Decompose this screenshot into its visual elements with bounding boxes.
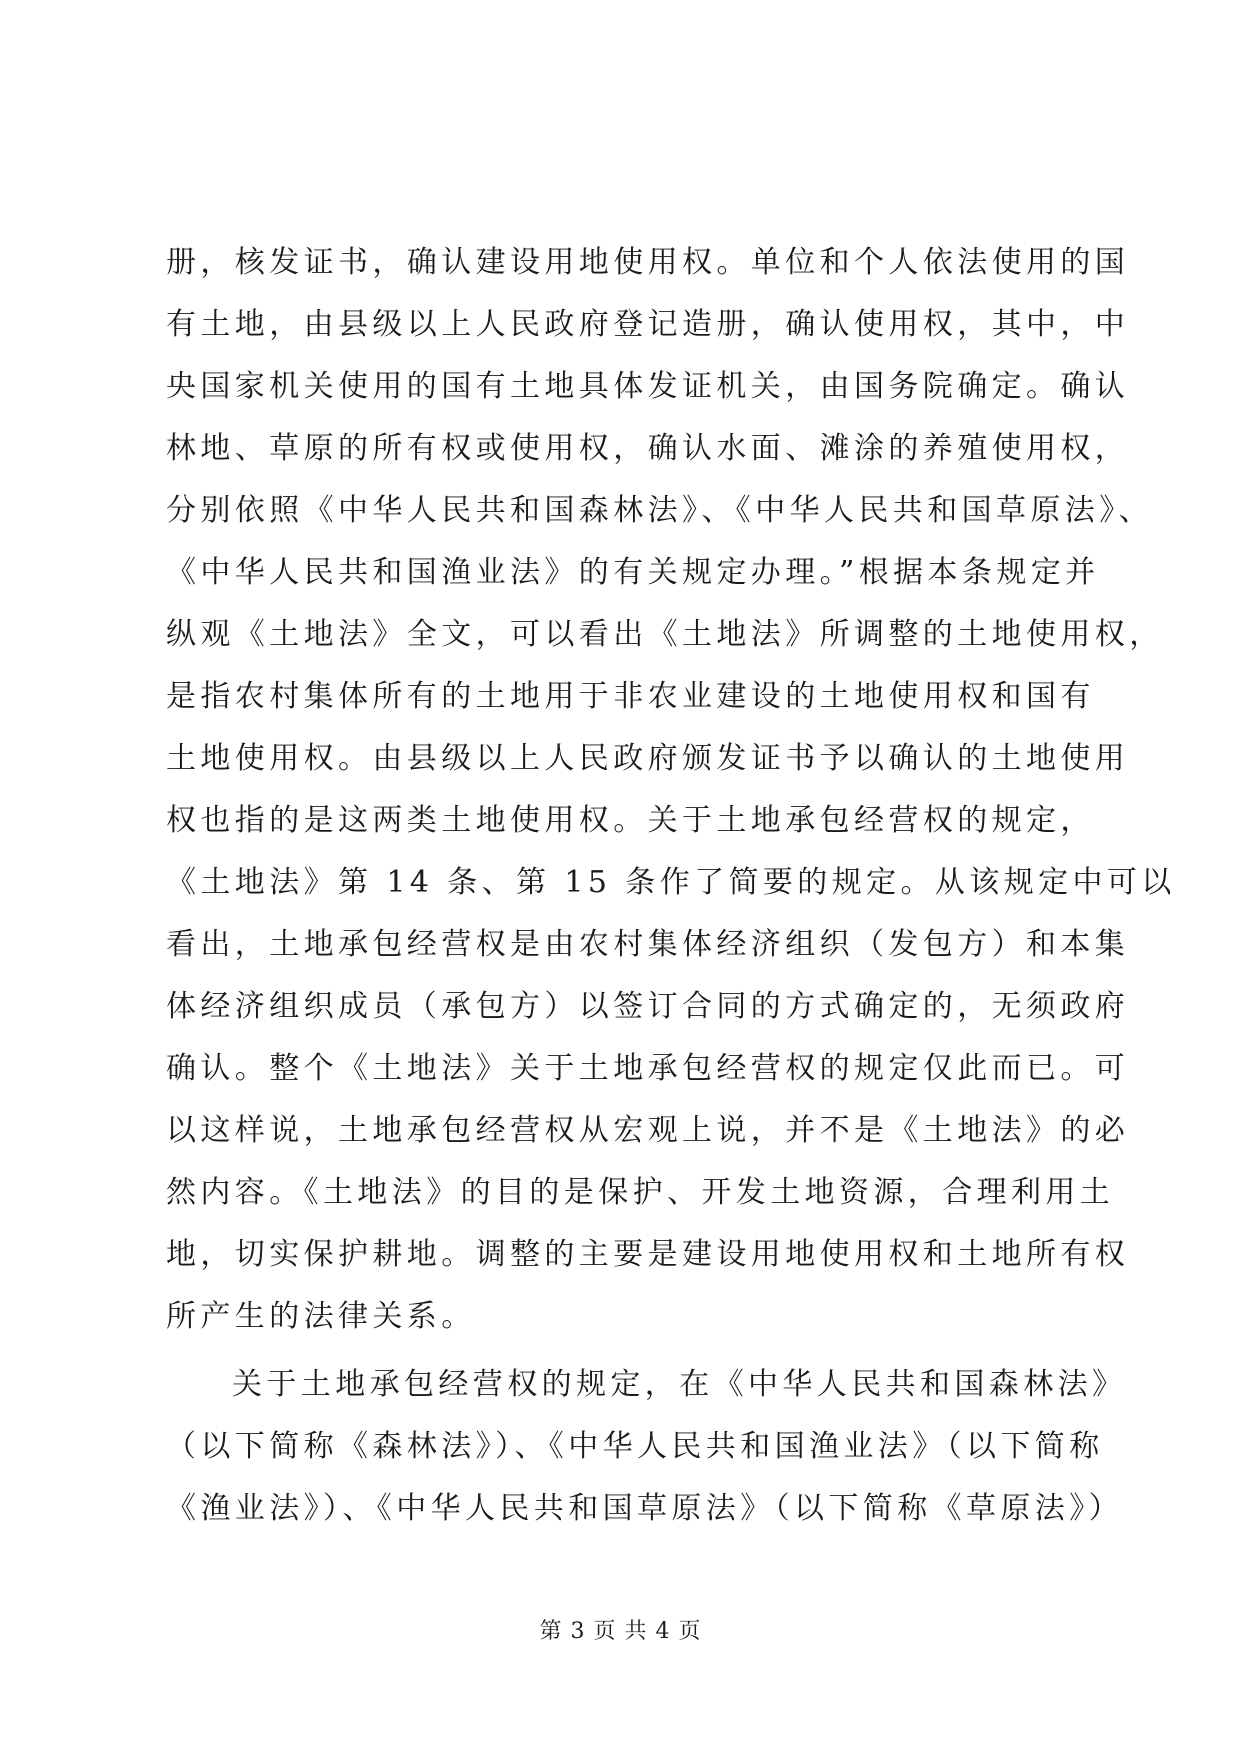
text-line: 林地、草原的所有权或使用权，确认水面、滩涂的养殖使用权，: [166, 431, 1130, 466]
text-line: 权也指的是这两类土地使用权。关于土地承包经营权的规定，: [166, 803, 1095, 838]
text-line: 央国家机关使用的国有土地具体发证机关，由国务院确定。确认: [166, 369, 1130, 404]
paragraph-1: [166, 232, 1176, 1348]
text-line: 然内容。《土地法》的目的是保护、开发土地资源，合理利用土: [166, 1175, 1115, 1210]
text-line: 《土地法》第 14 条、第 15 条作了简要的规定。从该规定中可以: [166, 865, 1176, 900]
text-line: 体经济组织成员（承包方）以签订合同的方式确定的，无须政府: [166, 989, 1130, 1024]
body-text: [166, 232, 1176, 1540]
page-number-footer: 第 3 页 共 4 页: [539, 1619, 702, 1644]
paragraph-2: [166, 1354, 1127, 1540]
text-line: 关于土地承包经营权的规定，在《中华人民共和国森林法》: [232, 1367, 1127, 1402]
text-line: 是指农村集体所有的土地用于非农业建设的土地使用权和国有: [166, 679, 1095, 714]
text-line: 看出，土地承包经营权是由农村集体经济组织（发包方）和本集: [166, 927, 1130, 962]
text-line: 土地使用权。由县级以上人民政府颁发证书予以确认的土地使用: [166, 741, 1130, 776]
text-line: 分别依照《中华人民共和国森林法》、《中华人民共和国草原法》、: [166, 493, 1153, 528]
text-line: 以这样说，土地承包经营权从宏观上说，并不是《土地法》的必: [166, 1113, 1130, 1148]
text-line: 纵观《土地法》全文，可以看出《土地法》所调整的土地使用权，: [166, 617, 1164, 652]
text-line: 《渔业法》）、《中华人民共和国草原法》（以下简称《草原法》）: [166, 1491, 1123, 1526]
text-line: 地，切实保护耕地。调整的主要是建设用地使用权和土地所有权: [166, 1237, 1130, 1272]
text-line: 所产生的法律关系。: [166, 1299, 476, 1334]
text-line: （以下简称《森林法》）、《中华人民共和国渔业法》（以下简称: [166, 1429, 1104, 1464]
text-line: 《中华人民共和国渔业法》的有关规定办理。”根据本条规定并: [166, 555, 1100, 590]
text-line: 有土地，由县级以上人民政府登记造册，确认使用权，其中，中: [166, 307, 1130, 342]
text-line: 确认。整个《土地法》关于土地承包经营权的规定仅此而已。可: [166, 1051, 1130, 1086]
text-line: 册，核发证书，确认建设用地使用权。单位和个人依法使用的国: [166, 245, 1130, 280]
